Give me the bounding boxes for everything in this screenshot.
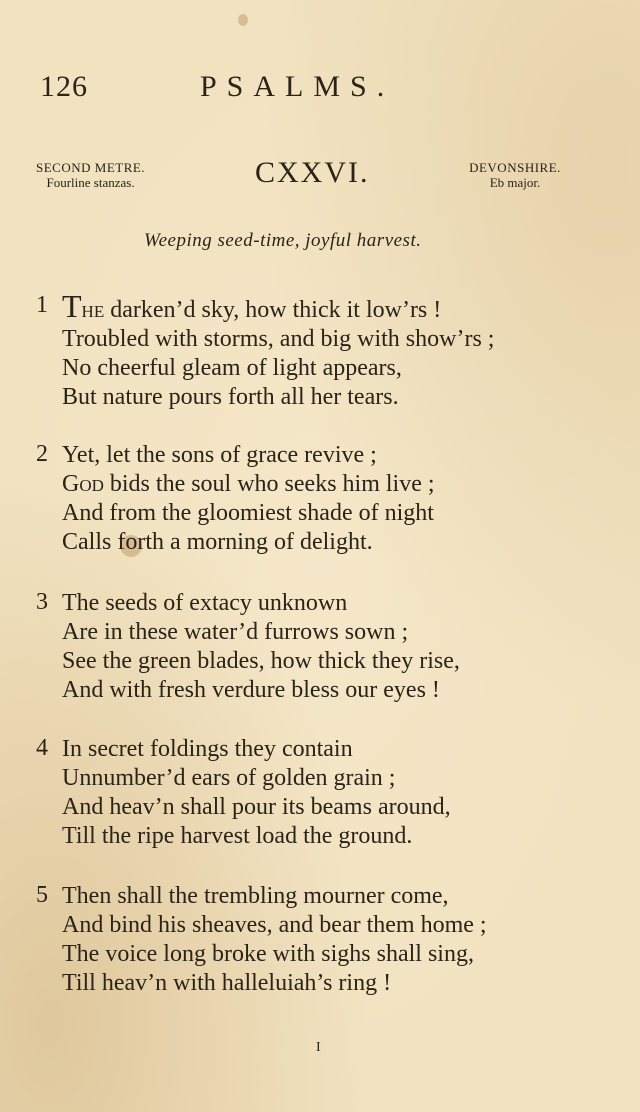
verse-line	[62, 288, 494, 325]
verse-line: And with fresh verdure bless our eyes !	[62, 677, 440, 703]
verse-line-text: bids the soul who seeks him live ;	[103, 471, 435, 497]
verse-line	[62, 470, 435, 499]
tune-label-bottom: Eb major.	[489, 175, 541, 190]
verse-line: The voice long broke with sighs shall sing,	[62, 941, 474, 967]
verse-line: And from the gloomiest shade of night	[62, 500, 434, 526]
verse-line: But nature pours forth all her tears.	[62, 384, 399, 410]
verse-line: Till the ripe harvest load the ground.	[62, 823, 413, 849]
verse-line: In secret foldings they contain	[62, 736, 353, 762]
verse-line: And heav’n shall pour its beams around,	[62, 794, 451, 820]
stanza-number: 2	[36, 441, 48, 467]
running-title: PSALMS.	[200, 70, 395, 103]
stanza-lines	[62, 589, 460, 705]
stanza-number: 1	[36, 292, 48, 318]
verse-line: Till heav’n with halleluiah’s ring !	[62, 970, 392, 996]
small-caps-text: God	[62, 471, 104, 497]
verse-line: Yet, let the sons of grace revive ;	[62, 442, 377, 468]
verse-line: The seeds of extacy unknown	[62, 590, 348, 616]
stanza-number: 4	[36, 735, 48, 761]
verse-line: And bind his sheaves, and bear them home ;	[62, 912, 487, 938]
stanza-lines	[62, 735, 451, 851]
psalm-number: CXXVI.	[255, 156, 370, 189]
verse-line: Then shall the trembling mourner come,	[62, 883, 449, 909]
small-caps-text: he	[81, 297, 105, 323]
verse-line: Calls forth a morning of delight.	[62, 529, 373, 555]
psalm-subtitle: Weeping seed-time, joyful harvest.	[144, 230, 422, 251]
verse-line: Unnumber’d ears of golden grain ;	[62, 765, 396, 791]
paper-stain	[238, 14, 248, 26]
stanza-number: 5	[36, 882, 48, 908]
signature-mark: I	[316, 1040, 321, 1055]
meter-label	[36, 160, 145, 190]
tune-label	[456, 160, 574, 190]
verse-line: See the green blades, how thick they rise,	[62, 648, 460, 674]
stanza-number: 3	[36, 589, 48, 615]
initial-capital: T	[62, 288, 82, 324]
verse-line: Are in these water’d furrows sown ;	[62, 619, 409, 645]
meter-label-bottom: Fourline stanzas.	[46, 175, 135, 190]
verse-line: No cheerful gleam of light appears,	[62, 355, 402, 381]
tune-label-top: DEVONSHIRE.	[469, 160, 561, 175]
page-number: 126	[40, 70, 88, 103]
stanza-lines	[62, 441, 435, 557]
stanza-lines	[62, 288, 495, 412]
meter-label-top: SECOND METRE.	[36, 160, 146, 175]
stanza-lines	[62, 882, 487, 998]
verse-line: Troubled with storms, and big with show’rs ;	[62, 326, 495, 352]
verse-line-text: darken’d sky, how thick it low’rs !	[104, 297, 442, 323]
